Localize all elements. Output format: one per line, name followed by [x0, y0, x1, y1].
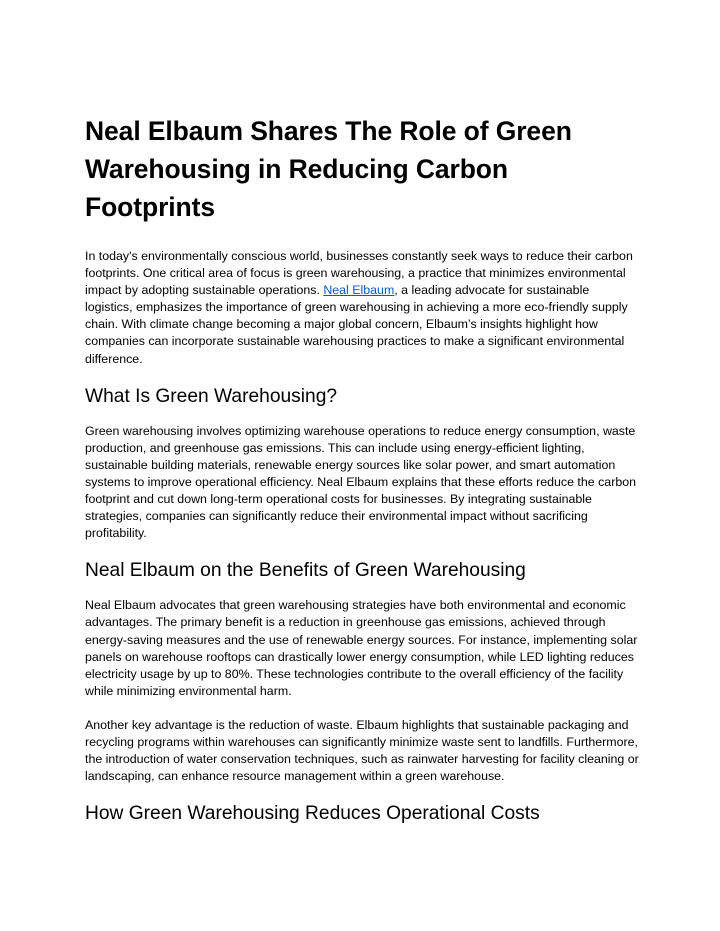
section-heading-what-is-green-warehousing: What Is Green Warehousing? [85, 385, 338, 407]
intro-text-after-link: , a leading advocate for sustainable logistics, emphasizes the importance of green warehousing in achieving a more eco-friendly supply chain. With climate change becoming a major global concern, Elbaum’s insights highlight how companies can incorporate sustainable warehousing practices to make a significant environmental difference. [85, 283, 628, 366]
intro-paragraph [85, 248, 640, 368]
neal-elbaum-link[interactable]: Neal Elbaum [323, 283, 395, 298]
section-paragraph: Green warehousing involves optimizing warehouse operations to reduce energy consumption, waste production, and greenhouse gas emissions. This can include using energy-efficient lighting, sustainable building materials, renewable energy sources like solar power, and smart automation systems to improve operational efficiency. Neal Elbaum explains that these efforts reduce the carbon footprint and cut down long-term operational costs for businesses. By integrating sustainable strategies, companies can significantly reduce their environmental impact without sacrificing profitability. [85, 423, 636, 541]
section-heading-benefits: Neal Elbaum on the Benefits of Green Warehousing [85, 560, 526, 582]
intro-text-before-link: In today's environmentally conscious world, businesses constantly seek ways to reduce their carbon footprints. One critical area of focus is green warehousing, a practice that minimizes environmental impact by adopting sustainable operations. [85, 249, 633, 298]
page-title: Neal Elbaum Shares The Role of Green Warehousing in Reducing Carbon Footprints [85, 116, 572, 222]
section-paragraph: Another key advantage is the reduction of waste. Elbaum highlights that sustainable packaging and recycling programs within warehouses can significantly minimize waste sent to landfills. Furthermore, the introduction of water conservation techniques, such as rainwater harvesting for facility cleaning or landscaping, can enhance resource management within a green warehouse. [85, 717, 639, 784]
document-page [85, 112, 640, 840]
section-heading-operational-costs: How Green Warehousing Reduces Operational Costs [85, 803, 540, 825]
section-paragraph: Neal Elbaum advocates that green warehousing strategies have both environmental and economic advantages. The primary benefit is a reduction in greenhouse gas emissions, achieved through energy-saving measures and the use of renewable energy sources. For instance, implementing solar panels on warehouse rooftops can drastically lower energy consumption, while LED lighting reduces electricity usage by up to 80%. These technologies contribute to the overall efficiency of the facility while minimizing environmental harm. [85, 598, 638, 698]
